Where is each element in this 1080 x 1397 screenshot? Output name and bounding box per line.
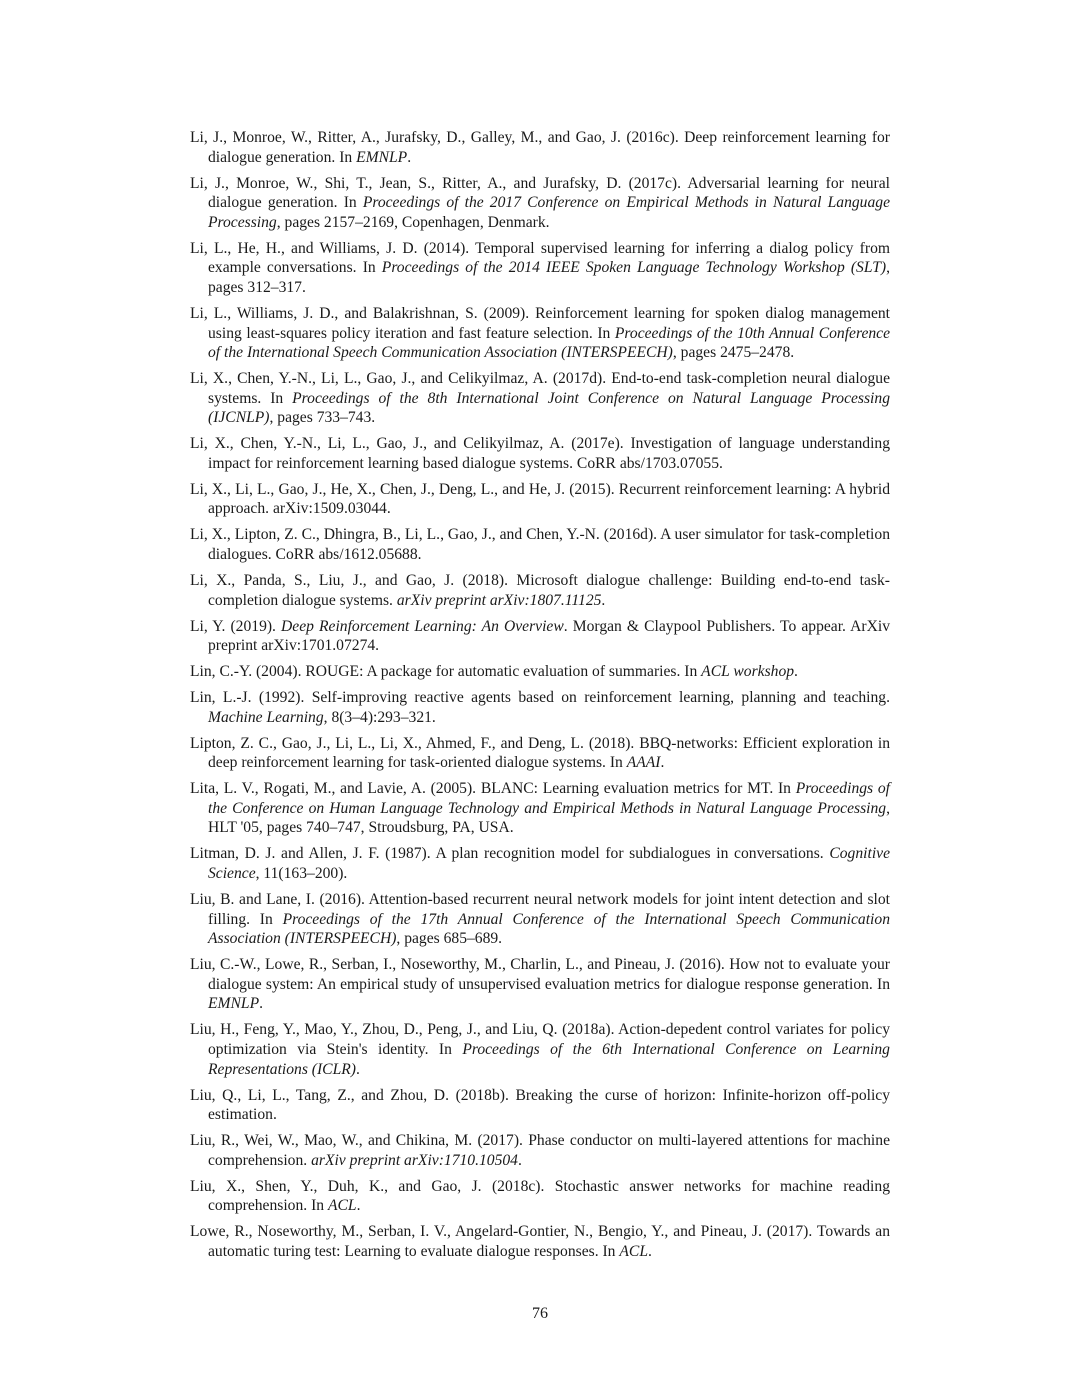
reference-venue: ACL workshop: [701, 663, 795, 681]
reference-entry: [190, 955, 890, 1014]
reference-entry: [190, 369, 890, 428]
reference-details: , HLT '05, pages 740–747, Stroudsburg, PA, USA.: [208, 799, 890, 837]
reference-details: , pages 312–317.: [208, 259, 890, 296]
reference-text: Liu, X., Shen, Y., Duh, K., and Gao, J. (2018c). Stochastic answer networks for machine reading comprehension. In: [190, 1177, 890, 1215]
reference-venue: Proceedings of the 10th Annual Conference of the International Speech Communication Association (INTERSPEECH): [208, 324, 891, 362]
reference-text: Liu, Q., Li, L., Tang, Z., and Zhou, D. (2018b). Breaking the curse of horizon: Infinite-horizon off-policy estimation.: [190, 1086, 890, 1124]
reference-entry: [190, 688, 890, 727]
reference-entry: [190, 734, 890, 773]
reference-venue: Proceedings of the 2017 Conference on Empirical Methods in Natural Language Processing: [208, 194, 890, 231]
reference-details: , pages 685–689.: [396, 930, 503, 948]
reference-list: [190, 128, 890, 1268]
reference-venue: AAAI: [626, 754, 661, 772]
reference-text: Litman, D. J. and Allen, J. F. (1987). A plan recognition model for subdialogues in conversations.: [190, 845, 830, 863]
reference-text: Lita, L. V., Rogati, M., and Lavie, A. (2005). BLANC: Learning evaluation metrics for MT. In: [190, 780, 796, 798]
reference-text: Li, Y. (2019).: [190, 617, 282, 635]
reference-text: Li, X., Li, L., Gao, J., He, X., Chen, J., Deng, L., and He, J. (2015). Recurrent reinforcement learning: A hybrid approach. arXiv:1509.03044.: [190, 480, 890, 518]
reference-venue: Deep Reinforcement Learning: An Overview: [281, 617, 564, 635]
reference-entry: [190, 480, 890, 519]
reference-venue: arXiv preprint arXiv:1710.10504: [311, 1151, 518, 1169]
reference-text: Li, J., Monroe, W., Ritter, A., Jurafsky, D., Galley, M., and Gao, J. (2016c). Deep reinforcement learning for dialogue generation. In: [190, 129, 890, 166]
reference-entry: [190, 662, 890, 682]
reference-text: Li, X., Chen, Y.-N., Li, L., Gao, J., and Celikyilmaz, A. (2017d). End-to-end task-completion neural dialogue systems. In: [190, 370, 890, 407]
reference-text: Li, X., Chen, Y.-N., Li, L., Gao, J., and Celikyilmaz, A. (2017e). Investigation of language understanding impact for reinforcement learning based dialogue systems. CoRR abs/1703.07055.: [190, 435, 890, 472]
reference-venue: EMNLP: [208, 995, 260, 1013]
reference-details: .: [356, 1197, 361, 1215]
reference-entry: [190, 890, 890, 949]
reference-entry: [190, 525, 890, 564]
reference-venue: EMNLP: [356, 148, 408, 166]
reference-entry: [190, 1131, 890, 1170]
reference-venue: Proceedings of the 8th International Joint Conference on Natural Language Processing (IJCNLP): [208, 389, 890, 427]
reference-details: . Morgan & Claypool Publishers. To appear. ArXiv preprint arXiv:1701.07274.: [208, 617, 890, 655]
reference-details: , pages 733–743.: [269, 409, 376, 427]
reference-details: , 11(163–200).: [255, 865, 348, 883]
reference-text: Liu, H., Feng, Y., Mao, Y., Zhou, D., Peng, J., and Liu, Q. (2018a). Action-depedent control variates for policy optimization via Stein's identity. In: [190, 1021, 890, 1058]
reference-entry: [190, 304, 890, 363]
reference-details: , 8(3–4):293–321.: [323, 708, 436, 726]
reference-entry: [190, 239, 890, 298]
reference-details: .: [794, 663, 798, 681]
reference-details: .: [355, 1060, 360, 1078]
reference-details: .: [517, 1151, 522, 1169]
reference-entry: [190, 1020, 890, 1079]
reference-text: Li, J., Monroe, W., Shi, T., Jean, S., Ritter, A., and Jurafsky, D. (2017c). Adversarial learning for neural dialogue generation. In: [190, 174, 890, 212]
reference-venue: Cognitive Science: [208, 845, 890, 883]
reference-entry: [190, 128, 890, 167]
reference-text: Liu, R., Wei, W., Mao, W., and Chikina, M. (2017). Phase conductor on multi-layered attentions for machine comprehension.: [190, 1132, 890, 1169]
reference-text: Lin, L.-J. (1992). Self-improving reactive agents based on reinforcement learning, planning and teaching.: [190, 689, 890, 707]
reference-text: Liu, C.-W., Lowe, R., Serban, I., Noseworthy, M., Charlin, L., and Pineau, J. (2016). How not to evaluate your dialogue system: An empirical study of unsupervised evaluation metrics for dialogue response generation. In: [190, 956, 890, 993]
reference-details: , pages 2157–2169, Copenhagen, Denmark.: [276, 213, 550, 231]
reference-venue: Proceedings of the 2014 IEEE Spoken Language Technology Workshop (SLT): [381, 259, 887, 277]
reference-text: Lowe, R., Noseworthy, M., Serban, I. V., Angelard-Gontier, N., Bengio, Y., and Pineau, J. (2017). Towards an automatic turing test: Learning to evaluate dialogue responses. In: [190, 1223, 890, 1260]
reference-entry: [190, 174, 890, 233]
reference-text: Li, X., Lipton, Z. C., Dhingra, B., Li, L., Gao, J., and Chen, Y.-N. (2016d). A user simulator for task-completion dialogues. CoRR abs/1612.05688.: [190, 526, 890, 564]
reference-venue: Proceedings of the 17th Annual Conference of the International Speech Communication Association (INTERSPEECH): [208, 910, 890, 948]
reference-entry: [190, 844, 890, 883]
reference-entry: [190, 1222, 890, 1261]
reference-entry: [190, 434, 890, 473]
reference-entry: [190, 1086, 890, 1125]
reference-details: .: [660, 754, 665, 772]
reference-venue: Proceedings of the Conference on Human Language Technology and Empirical Methods in Natural Language Processing: [208, 780, 890, 817]
reference-text: Lipton, Z. C., Gao, J., Li, L., Li, X., Ahmed, F., and Deng, L. (2018). BBQ-networks: Efficient exploration in deep reinforcement learning for task-oriented dialogue systems. In: [190, 734, 890, 772]
reference-venue: Machine Learning: [208, 708, 324, 726]
reference-venue: arXiv preprint arXiv:1807.11125: [396, 591, 602, 609]
reference-text: Lin, C.-Y. (2004). ROUGE: A package for automatic evaluation of summaries. In: [190, 663, 702, 681]
reference-details: .: [601, 591, 606, 609]
reference-text: Li, L., Williams, J. D., and Balakrishnan, S. (2009). Reinforcement learning for spoken dialog management using least-squares policy iteration and fast feature selection. In: [190, 304, 890, 342]
reference-entry: [190, 571, 890, 610]
reference-details: .: [259, 995, 264, 1013]
reference-venue: ACL: [327, 1197, 357, 1215]
reference-details: .: [407, 148, 412, 166]
reference-text: Li, X., Panda, S., Liu, J., and Gao, J. (2018). Microsoft dialogue challenge: Building end-to-end task-completion dialogue systems.: [190, 572, 890, 609]
reference-text: Li, L., He, H., and Williams, J. D. (2014). Temporal supervised learning for inferring a dialog policy from example conversations. In: [190, 239, 890, 277]
page-number: 76: [532, 1305, 548, 1322]
reference-details: .: [648, 1242, 652, 1260]
reference-details: , pages 2475–2478.: [672, 344, 795, 362]
reference-entry: [190, 779, 890, 838]
reference-venue: ACL: [619, 1242, 648, 1260]
reference-venue: Proceedings of the 6th International Conference on Learning Representations (ICLR): [208, 1040, 890, 1078]
reference-text: Liu, B. and Lane, I. (2016). Attention-based recurrent neural network models for joint intent detection and slot filling. In: [190, 891, 890, 928]
reference-entry: [190, 1177, 890, 1216]
reference-entry: [190, 617, 890, 656]
